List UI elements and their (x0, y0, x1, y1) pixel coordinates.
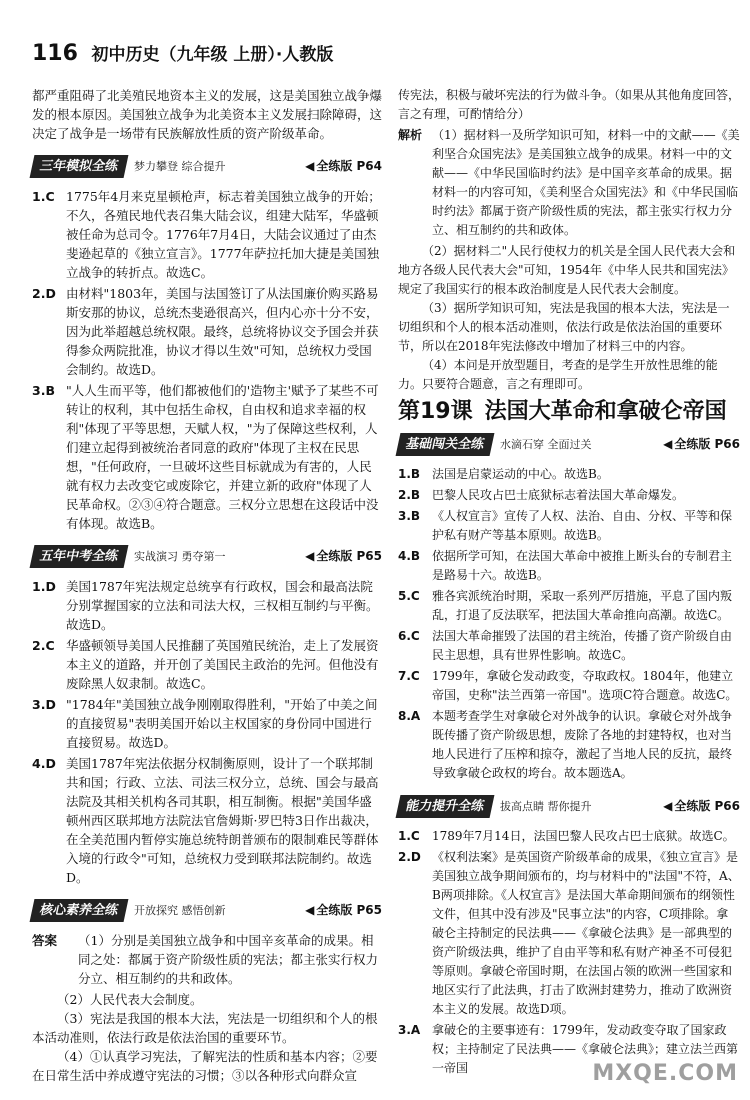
section-header-core (32, 897, 382, 923)
intro-paragraph: 都严重阻碍了北美殖民地资本主义的发展，这是美国独立战争爆发的根本原因。美国独立战争为北美资本主义发展扫除障碍，这决定了战争是一场带有民族解放性质的资产阶级革命。 (32, 88, 383, 141)
answer-item: 1.D 美国1787年宪法规定总统享有行政权，国会和最高法院分别掌握国家的立法和司法大权，三权相互制约与平衡。故选D。 (32, 579, 379, 632)
section-badge: 能力提升全练 (396, 795, 495, 818)
section-ref: ◀ 全练版 P65 (305, 548, 382, 563)
arrow-icon: ◀ (305, 548, 315, 563)
page-header (32, 40, 333, 66)
answer-item: 8.A 本题考查学生对拿破仑对外战争的认识。拿破仑对外战争既传播了资产阶级思想，废除了各地的封建特权，也对当地人民进行了压榨和掠夺，激起了当地人民的反抗，最终导致拿破仑政权的垮台。故本题选A。 (398, 709, 733, 780)
lesson-number: 第19课 (398, 399, 473, 424)
arrow-icon: ◀ (305, 902, 315, 917)
answer-item: 2.B 巴黎人民攻占巴士底狱标志着法国大革命爆发。 (398, 488, 685, 502)
arrow-icon: ◀ (663, 436, 673, 451)
section-badge: 基础闯关全练 (396, 433, 495, 456)
answer-item: 1.C 1775年4月来克星顿枪声，标志着美国独立战争的开始；不久，各殖民地代表召集大陆会议，组建大陆军，华盛顿被任命为总司令。1776年7月4日，大陆会议通过了由杰斐逊起草的《独立宣言》。1777年萨拉托加大捷是美国独立战争的转折点。故选C。 (32, 189, 381, 280)
answer-item: 3.B 《人权宣言》宣传了人权、法治、自由、分权、平等和保护私有财产等基本原则。故选B。 (398, 509, 733, 542)
section-badge: 三年模拟全练 (30, 155, 129, 178)
arrow-icon: ◀ (305, 158, 315, 173)
answer-item: 4.D 美国1787年宪法依据分权制衡原则，设计了一个联邦制共和国；行政、立法、司法三权分立，总统、国会与最高法院及其相关机构各司其职，相互制衡。根据"美国华盛顿州西区联邦地方法院法官詹姆斯·罗巴特3日作出裁决，在全美范围内暂停实施总统特朗普颁布的限制难民等群体入境的行政令"可知，总统权力受到联邦法院制约。故选D。 (32, 756, 379, 885)
section-ref: ◀ 全练版 P66 (663, 798, 740, 813)
analysis-label: 解析 (398, 128, 423, 142)
section-header-basic (398, 431, 740, 457)
answer-item: 3.B "人人生而平等，他们都被他们的'造物主'赋予了某些不可转让的权利，其中包括生命权，自由权和追求幸福的权利"体现了平等思想，天赋人权，"为了保障这些权利，人们建立起得到被统治者同意的政府"体现了主权在民思想，"任何政府，一旦破坏这些目标就成为有害的，人民就有权力去改变它或废除它，并建立新的政府"体现了人民革命权。②③④符合题意。三权分立思想在这段话中没有体现。故选B。 (32, 383, 379, 531)
answer-block: 答案 （1）分别是美国独立战争和中国辛亥革命的成果。相同之处：都属于资产阶级性质的宪法；都主张实行权力分立、相互制约的共和政体。 (32, 933, 379, 986)
answer-line: （3）宪法是我国的根本大法，宪法是一切组织和个人的根本活动准则，依法行政是依法治国的重要环节。 (32, 1011, 378, 1045)
answer-item: 1.B 法国是启蒙运动的中心。故选B。 (398, 467, 609, 481)
analysis-line: （4）本问是开放型题目，考查的是学生开放性思维的能力。只要符合题意，言之有理即可。 (398, 358, 718, 391)
arrow-icon: ◀ (663, 798, 673, 813)
answer-item: 5.C 雅各宾派统治时期，采取一系列严厉措施，平息了国内叛乱，打退了反法联军，把法国大革命推向高潮。故选C。 (398, 589, 733, 622)
section-header-three-year (32, 153, 382, 179)
left-column (32, 86, 382, 1085)
answer-line: （2）人民代表大会制度。 (57, 992, 203, 1007)
answer-item: 3.A 拿破仑的主要事迹有：1799年，发动政变夺取了国家政权；主持制定了民法典——《拿破仑法典》；建立法兰西第一帝国 (398, 1023, 739, 1075)
section-slogan: 水滴石穿 全面过关 (500, 437, 592, 451)
answer-line: （4）①认真学习宪法，了解宪法的性质和基本内容；②要在日常生活中养成遵守宪法的习惯；③以各种形式向群众宣 (32, 1049, 378, 1083)
lesson-name: 法国大革命和拿破仑帝国 (484, 399, 727, 424)
section-header-five-year (32, 543, 382, 569)
answer-label: 答案 (32, 933, 58, 948)
answer-item: 2.D 《权利法案》是英国资产阶级革命的成果，《独立宣言》是美国独立战争期间颁布的，均与材料中的"法国"不符，A、B两项排除。《人权宣言》是法国大革命期间颁布的纲领性文件，但其中没有涉及"民事立法"的内容，C项排除。拿破仑主持制定的民法典——《拿破仑法典》是一部典型的资产阶级法典，维护了自由平等和私有财产神圣不可侵犯等原则。拿破仑帝国时期，在法国占领的欧洲一些国家和地区实行了此法典，打击了欧洲封建势力，推动了欧洲资本主义的发展。故选D项。 (398, 850, 740, 1016)
section-badge: 核心素养全练 (30, 899, 129, 922)
page-number: 116 (32, 41, 78, 66)
section-header-ability (398, 793, 740, 819)
right-column (398, 86, 740, 1080)
answer-item: 2.D 由材料"1803年，美国与法国签订了从法国廉价购买路易斯安那的协议，总统杰斐逊很高兴，但内心亦十分不安，因为此举超越总统权限。最终，总统将协议交予国会并获得参众两院批准，协议才得以生效"可知，总统权力受国会制约。故选D。 (32, 286, 379, 377)
section-ref: ◀ 全练版 P64 (305, 158, 382, 173)
section-slogan: 梦力攀登 综合提升 (134, 159, 226, 173)
section-slogan: 开放探究 感悟创新 (134, 903, 226, 917)
analysis-line: （2）据材料二"人民行使权力的机关是全国人民代表大会和地方各级人民代表大会"可知，1954年《中华人民共和国宪法》规定了我国实行的根本政治制度是人民代表大会制度。 (398, 244, 736, 296)
section-ref: ◀ 全练版 P65 (305, 902, 382, 917)
answer-item: 1.C 1789年7月14日，法国巴黎人民攻占巴士底狱。故选C。 (398, 829, 735, 843)
section-slogan: 实战演习 勇夺第一 (134, 549, 226, 563)
answer-item: 4.B 依据所学可知，在法国大革命中被推上断头台的专制君主是路易十六。故选B。 (398, 549, 733, 582)
analysis-block: 解析 （1）据材料一及所学知识可知，材料一中的文献——《美利坚合众国宪法》是美国独立战争的成果。材料一中的文献——《中华民国临时约法》是中国辛亥革命的成果。据材料一的内容可知，《美利坚合众国宪法》和《中华民国临时约法》都属于资产阶级性质的宪法，都主张实行权力分立、相互制约的共和政体。 (398, 126, 740, 240)
watermark: MXQE.COM (592, 1061, 738, 1086)
answer-item: 6.C 法国大革命摧毁了法国的君主统治，传播了资产阶级自由民主思想，具有世界性影响。故选C。 (398, 629, 733, 662)
continuation-text: 传宪法，积极与破坏宪法的行为做斗争。（如果从其他角度回答，言之有理，可酌情给分） (398, 88, 741, 121)
book-title: 初中历史（九年级 上册）·人教版 (91, 45, 334, 65)
answer-item: 3.D "1784年"美国独立战争刚刚取得胜利，"开始了中美之间的直接贸易"表明美国开始以主权国家的身份同中国进行直接贸易。故选D。 (32, 697, 378, 750)
section-badge: 五年中考全练 (30, 545, 129, 568)
section-ref: ◀ 全练版 P66 (663, 436, 740, 451)
section-slogan: 拔高点睛 帮你提升 (500, 799, 592, 813)
lesson-title (398, 399, 740, 424)
answer-item: 7.C 1799年，拿破仑发动政变，夺取政权。1804年，他建立帝国，史称"法兰西第一帝国"。选项C符合题意。故选C。 (398, 669, 738, 702)
analysis-line: （3）据所学知识可知，宪法是我国的根本大法，宪法是一切组织和个人的根本活动准则，依法行政是依法治国的重要环节，所以在2018年宪法修改中增加了材料三中的内容。 (398, 301, 730, 353)
answer-item: 2.C 华盛顿领导美国人民推翻了英国殖民统治，走上了发展资本主义的道路，并开创了美国民主政治的先河。但他没有废除黑人奴隶制。故选C。 (32, 638, 379, 691)
